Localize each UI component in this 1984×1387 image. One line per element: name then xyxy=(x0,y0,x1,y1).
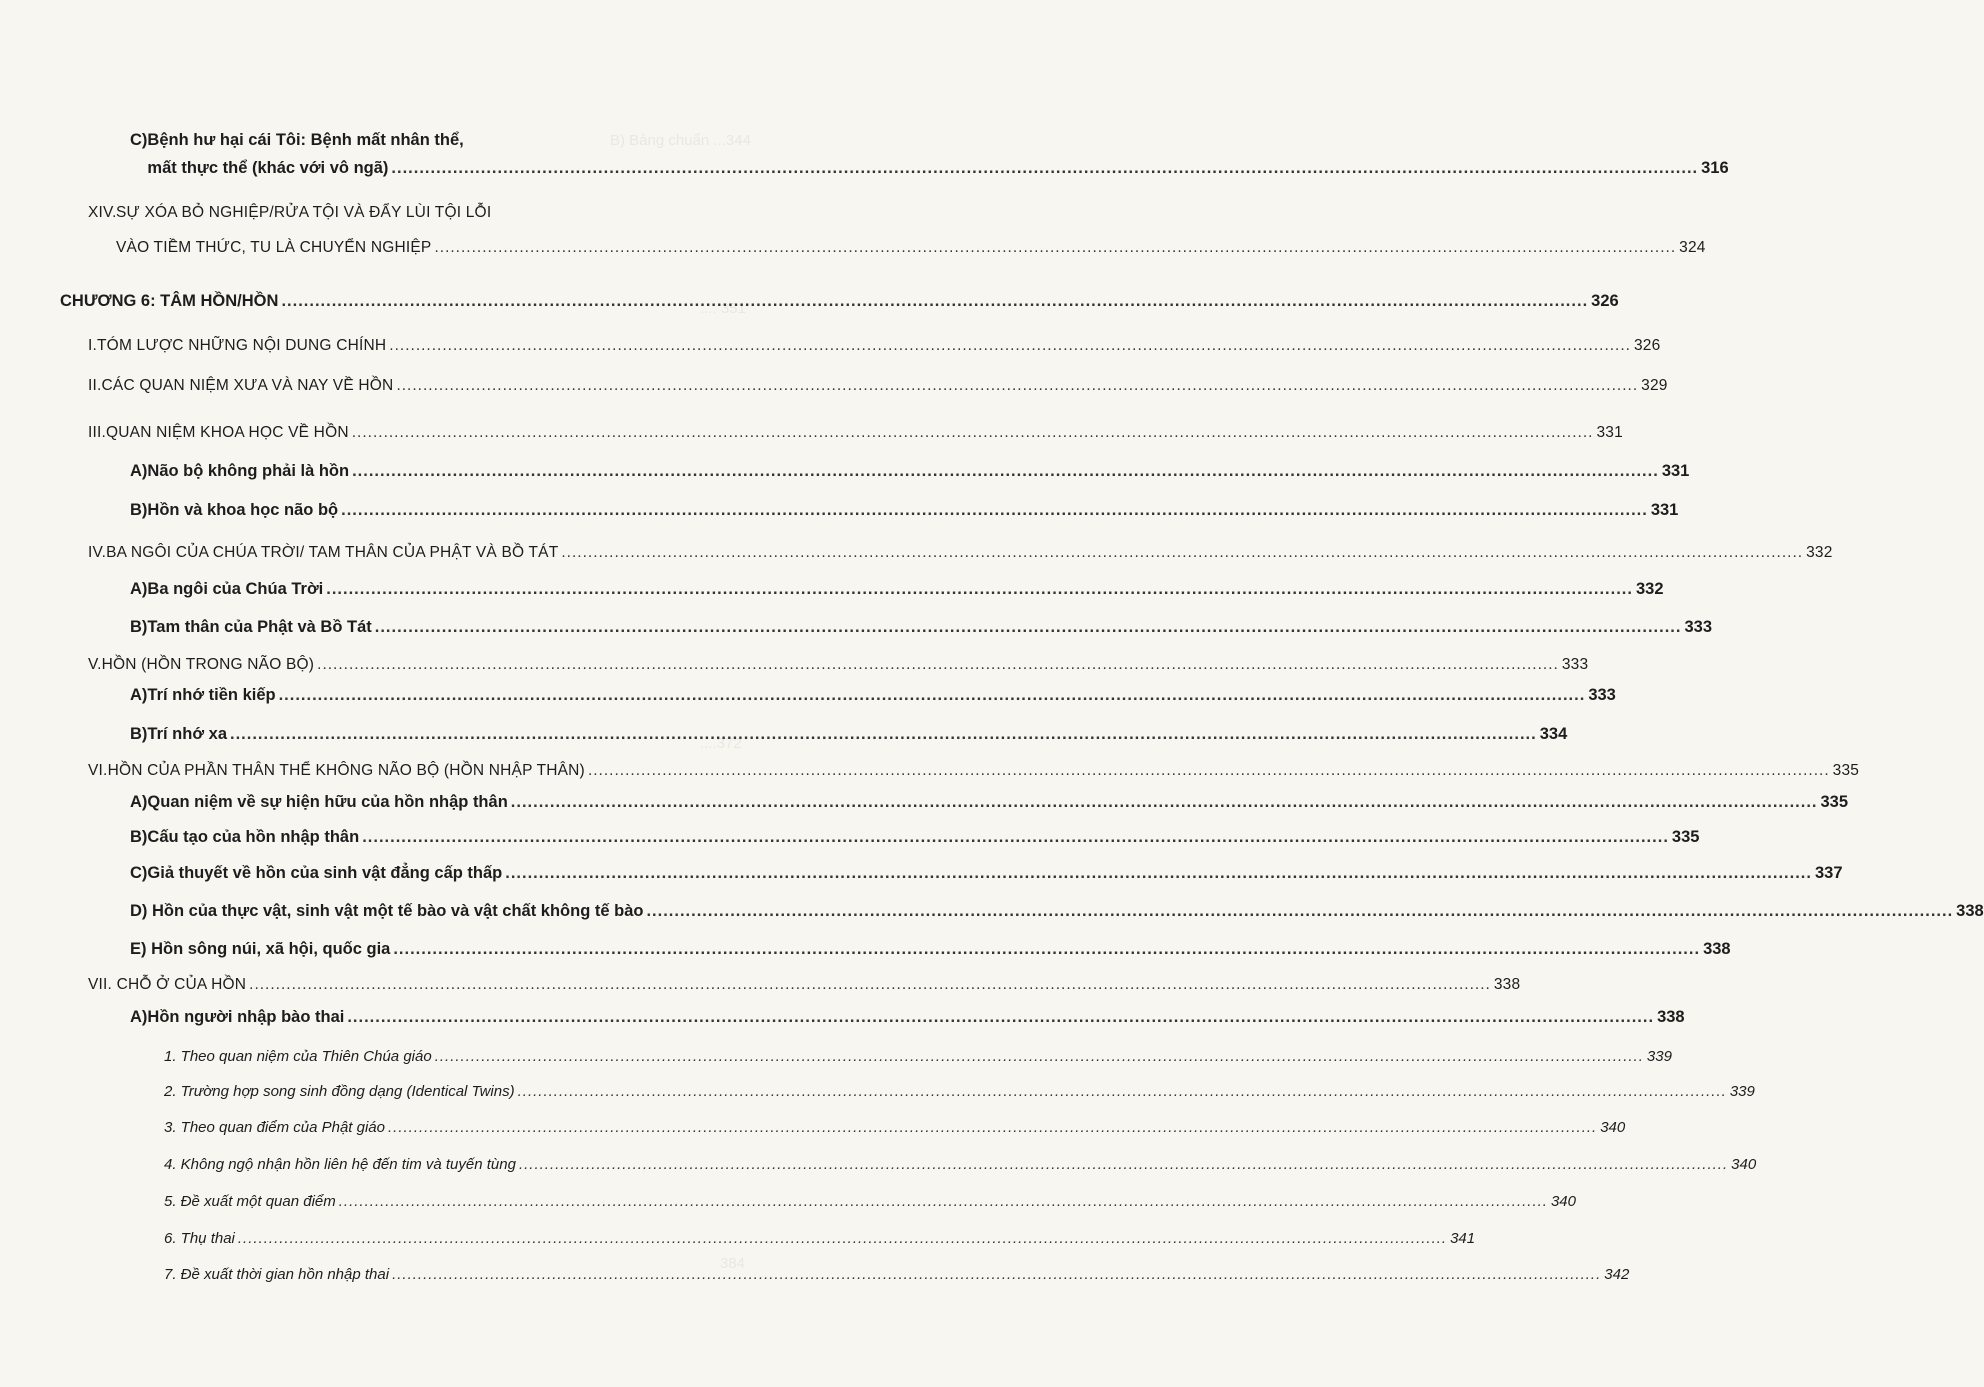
toc-entry[interactable] xyxy=(164,1047,1672,1067)
toc-entry[interactable] xyxy=(130,685,1616,705)
entry-title: 2. Trường hợp song sinh đồng dạng (Identical Twins) xyxy=(164,1083,515,1100)
entry-number: A) xyxy=(130,1008,148,1026)
toc-entry[interactable] xyxy=(130,617,1712,637)
page-number: 331 xyxy=(1650,501,1679,519)
page-number: 331 xyxy=(1596,424,1623,441)
toc-entry[interactable] xyxy=(88,655,1589,675)
toc-entry[interactable] xyxy=(130,579,1664,599)
toc-entry[interactable] xyxy=(88,336,1661,356)
page-number: 339 xyxy=(1646,1048,1672,1065)
entry-title: 1. Theo quan niệm của Thiên Chúa giáo xyxy=(164,1048,432,1065)
toc-entry[interactable] xyxy=(130,1007,1685,1027)
dot-leader xyxy=(375,617,1682,637)
entry-title: 6. Thụ thai xyxy=(164,1230,235,1247)
entry-number: A) xyxy=(130,462,148,480)
page-number: 340 xyxy=(1600,1119,1626,1136)
entry-title: 7. Đề xuất thời gian hồn nhập thai xyxy=(164,1266,390,1283)
toc-entry[interactable] xyxy=(88,543,1833,563)
dot-leader xyxy=(362,827,1669,847)
entry-number: B) xyxy=(130,828,148,846)
toc-entry[interactable] xyxy=(88,423,1623,443)
entry-title: QUAN NIỆM KHOA HỌC VỀ HỒN xyxy=(106,424,349,441)
page-number: 338 xyxy=(1493,976,1521,993)
dot-leader xyxy=(339,1192,1548,1212)
entry-title: Não bộ không phải là hồn xyxy=(147,462,350,480)
toc-entry[interactable] xyxy=(164,1118,1626,1138)
entry-number: A) xyxy=(130,686,148,704)
entry-number: XIV. xyxy=(88,204,117,221)
dot-leader xyxy=(388,1118,1597,1138)
dot-leader xyxy=(505,863,1812,883)
toc-entry[interactable] xyxy=(130,863,1843,883)
toc-entry[interactable] xyxy=(164,1229,1476,1249)
dot-leader xyxy=(249,975,1491,995)
entry-title-line-2: mất thực thể (khác với vô ngã) xyxy=(147,159,389,177)
dot-leader xyxy=(238,1229,1447,1249)
page-number: 329 xyxy=(1641,377,1668,394)
entry-number: A) xyxy=(130,793,148,811)
entry-title: 4. Không ngộ nhận hồn liên hệ đến tim và tuyến tùng xyxy=(164,1156,516,1173)
entry-number: B) xyxy=(130,725,148,743)
bleed-through-text: B) Bảng chuẩn ...344 xyxy=(610,132,751,149)
toc-entry[interactable] xyxy=(130,792,1849,812)
toc-entry[interactable] xyxy=(164,1265,1630,1285)
entry-number: V. xyxy=(88,656,102,673)
toc-entry[interactable] xyxy=(130,939,1731,959)
entry-number: IV. xyxy=(88,544,107,561)
page-number: 326 xyxy=(1591,292,1619,310)
entry-title: VII. CHỖ Ở CỦA HỒN xyxy=(88,976,247,993)
entry-title-line-1: Bệnh hư hại cái Tôi: Bệnh mất nhân thể, xyxy=(147,131,464,149)
page-number: 337 xyxy=(1814,864,1843,882)
entry-number: A) xyxy=(130,580,148,598)
toc-entry[interactable] xyxy=(130,724,1568,744)
chapter-heading[interactable] xyxy=(60,291,1619,311)
entry-title: Trí nhớ xa xyxy=(147,725,228,743)
entry-title: TÓM LƯỢC NHỮNG NỘI DUNG CHÍNH xyxy=(97,337,387,354)
toc-entry[interactable] xyxy=(88,975,1521,995)
dot-leader xyxy=(389,336,1631,356)
entry-title: BA NGÔI CỦA CHÚA TRỜI/ TAM THÂN CỦA PHẬT VÀ BỒ TÁT xyxy=(106,544,559,561)
entry-title: Hồn và khoa học não bộ xyxy=(147,501,339,519)
toc-entry[interactable] xyxy=(130,827,1700,847)
entry-number: VI. xyxy=(88,762,108,779)
entry-number: C) xyxy=(130,864,148,882)
bleed-through-text: ....372 xyxy=(700,735,742,752)
page-number: 335 xyxy=(1820,793,1849,811)
page-number: 324 xyxy=(1679,239,1706,256)
toc-entry[interactable] xyxy=(88,376,1668,396)
entry-title: 5. Đề xuất một quan điểm xyxy=(164,1193,336,1210)
entry-title: Giả thuyết về hồn của sinh vật đẳng cấp thấp xyxy=(147,864,503,882)
entry-number: I. xyxy=(88,337,98,354)
entry-title: Tam thân của Phật và Bồ Tát xyxy=(147,618,372,636)
entry-title: Quan niệm về sự hiện hữu của hồn nhập thân xyxy=(147,793,508,811)
dot-leader xyxy=(511,792,1818,812)
dot-leader xyxy=(352,461,1659,481)
entry-number: II. xyxy=(88,377,102,394)
dot-leader xyxy=(519,1155,1728,1175)
page-number: 338 xyxy=(1956,902,1984,920)
page-number: 331 xyxy=(1661,462,1690,480)
page-number: 332 xyxy=(1635,580,1664,598)
page-number: 340 xyxy=(1731,1156,1757,1173)
page-number: 341 xyxy=(1450,1230,1476,1247)
dot-leader xyxy=(646,901,1953,921)
dot-leader xyxy=(281,291,1588,311)
dot-leader xyxy=(352,423,1594,443)
entry-title-line-2: VÀO TIỀM THỨC, TU LÀ CHUYỂN NGHIỆP xyxy=(116,239,432,256)
toc-entry[interactable] xyxy=(130,461,1690,481)
chapter-title: CHƯƠNG 6: TÂM HỒN/HỒN xyxy=(60,292,279,310)
toc-entry[interactable] xyxy=(88,203,1706,258)
entry-title: E) Hồn sông núi, xã hội, quốc gia xyxy=(130,940,391,958)
dot-leader xyxy=(435,1047,1644,1067)
bleed-through-text: .... 351 xyxy=(700,300,746,317)
entry-title: Trí nhớ tiền kiếp xyxy=(147,686,276,704)
dot-leader xyxy=(326,579,1633,599)
entry-title: Hồn người nhập bào thai xyxy=(147,1008,345,1026)
page-number: 338 xyxy=(1703,940,1731,958)
entry-number: C) xyxy=(130,131,148,149)
dot-leader xyxy=(561,543,1803,563)
entry-number: B) xyxy=(130,501,148,519)
toc-entry[interactable] xyxy=(130,500,1679,520)
entry-number: B) xyxy=(130,618,148,636)
dot-leader xyxy=(588,761,1830,781)
bleed-through-text: 384 xyxy=(720,1255,746,1272)
entry-number: III. xyxy=(88,424,107,441)
page-number: 340 xyxy=(1550,1193,1576,1210)
page-number: 332 xyxy=(1806,544,1833,561)
dot-leader xyxy=(393,939,1700,959)
dot-leader xyxy=(347,1007,1654,1027)
dot-leader xyxy=(518,1082,1727,1102)
page-number: 338 xyxy=(1657,1008,1685,1026)
entry-title-line-1: SỰ XÓA BỎ NGHIỆP/RỬA TỘI VÀ ĐẨY LÙI TỘI LỖI xyxy=(116,204,492,221)
dot-leader xyxy=(341,500,1648,520)
dot-leader xyxy=(317,655,1559,675)
page-number: 326 xyxy=(1633,337,1661,354)
page-number: 335 xyxy=(1832,762,1860,779)
page-number: 316 xyxy=(1701,159,1729,177)
toc-entry[interactable] xyxy=(130,901,1984,921)
toc-entry[interactable] xyxy=(164,1082,1755,1102)
page-number: 333 xyxy=(1561,656,1589,673)
page-number: 342 xyxy=(1604,1266,1630,1283)
toc-entry[interactable] xyxy=(88,761,1860,781)
toc-entry[interactable] xyxy=(164,1155,1757,1175)
page-number: 333 xyxy=(1588,686,1616,704)
page-number: 334 xyxy=(1539,725,1568,743)
entry-title: D) Hồn của thực vật, sinh vật một tế bào và vật chất không tế bào xyxy=(130,902,644,920)
dot-leader xyxy=(392,1265,1601,1285)
page-number: 335 xyxy=(1671,828,1700,846)
dot-leader xyxy=(391,158,1698,178)
dot-leader xyxy=(230,724,1537,744)
page-number: 339 xyxy=(1729,1083,1755,1100)
entry-title: HỒN CỦA PHẦN THÂN THỂ KHÔNG NÃO BỘ (HỒN NHẬP THÂN) xyxy=(107,762,585,779)
entry-title: 3. Theo quan điểm của Phật giáo xyxy=(164,1119,385,1136)
entry-title: Cấu tạo của hồn nhập thân xyxy=(147,828,360,846)
toc-entry[interactable] xyxy=(164,1192,1576,1212)
dot-leader xyxy=(396,376,1638,396)
toc-entry[interactable] xyxy=(130,130,1729,178)
page-number: 333 xyxy=(1684,618,1712,636)
entry-title: CÁC QUAN NIỆM XƯA VÀ NAY VỀ HỒN xyxy=(101,377,394,394)
entry-title: Ba ngôi của Chúa Trời xyxy=(147,580,324,598)
dot-leader xyxy=(434,238,1676,258)
entry-title: HỒN (HỒN TRONG NÃO BỘ) xyxy=(101,656,315,673)
dot-leader xyxy=(279,685,1586,705)
